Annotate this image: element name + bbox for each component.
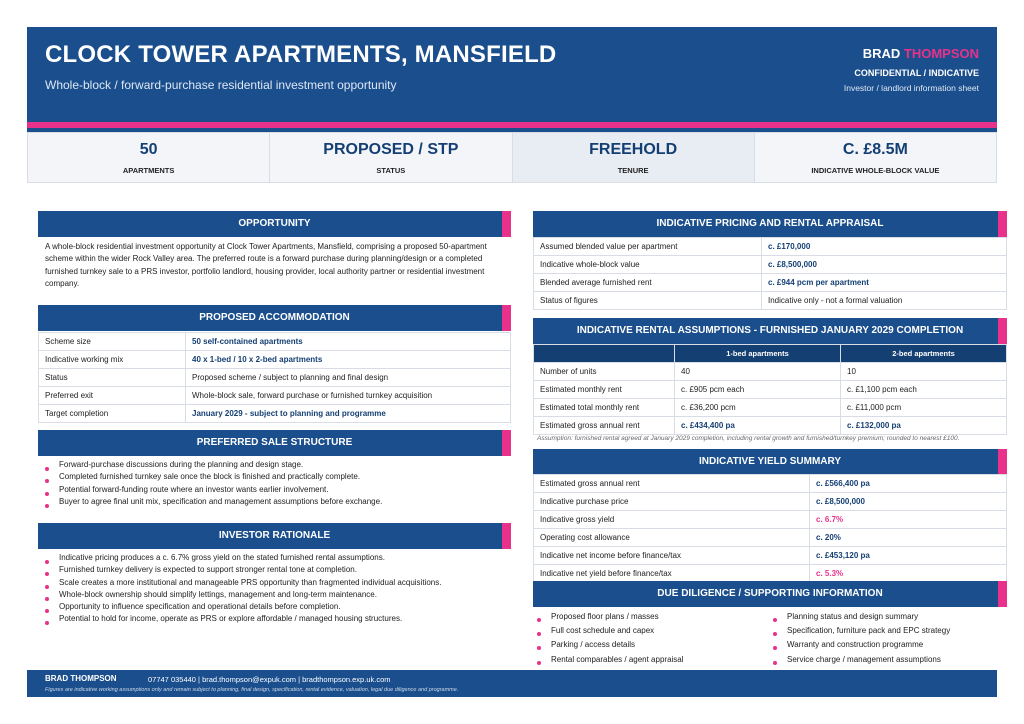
kpi-label: STATUS <box>376 166 406 175</box>
row-value: 40 x 1-bed / 10 x 2-bed apartments <box>186 351 511 369</box>
row-value: Whole-block sale, forward purchase or furnished turnkey acquisition <box>186 387 511 405</box>
footer <box>27 670 997 697</box>
rationale-list <box>45 552 505 626</box>
list-item: Warranty and construction programme <box>773 638 1003 652</box>
kpi-status <box>270 133 512 182</box>
row-value: c. £566,400 pa <box>810 475 1007 493</box>
list-item: Full cost schedule and capex <box>537 624 767 638</box>
brand-first: BRAD <box>862 46 901 61</box>
page-subtitle: Whole-block / forward-purchase residential investment opportunity <box>45 78 397 92</box>
table-row <box>534 363 1007 381</box>
row-value: c. 6.7% <box>810 511 1007 529</box>
kpi-label: TENURE <box>617 166 649 175</box>
table-row <box>39 387 511 405</box>
table-row <box>39 369 511 387</box>
table-row <box>39 351 511 369</box>
page-title: CLOCK TOWER APARTMENTS, MANSFIELD <box>45 41 557 68</box>
rationale-heading: INVESTOR RATIONALE <box>38 523 511 549</box>
list-item: Planning status and design summary <box>773 610 1003 624</box>
footer-name: BRAD THOMPSON <box>45 674 117 683</box>
row-value: c. £170,000 <box>762 238 1007 256</box>
list-item: Rental comparables / agent appraisal <box>537 653 767 667</box>
row-label: Indicative net income before finance/tax <box>534 547 810 565</box>
list-item: Indicative pricing produces a c. 6.7% gross yield on the stated furnished rental assumptions. <box>45 552 505 564</box>
table-row <box>534 381 1007 399</box>
list-item: Buyer to agree final unit mix, specification and management assumptions before exchange. <box>45 496 505 508</box>
row-label: Target completion <box>39 405 186 423</box>
row-value: Proposed scheme / subject to planning and final design <box>186 369 511 387</box>
yield-table <box>533 474 1007 583</box>
list-item: Specification, furniture pack and EPC strategy <box>773 624 1003 638</box>
kpi-value: PROPOSED / STP <box>323 141 459 158</box>
list-item: Completed furnished turnkey sale once the block is finished and practically complete. <box>45 471 505 483</box>
row-label: Indicative working mix <box>39 351 186 369</box>
header-banner <box>27 27 997 122</box>
row-label: Blended average furnished rent <box>534 274 762 292</box>
opportunity-text: A whole-block residential investment opportunity at Clock Tower Apartments, Mansfield, comprising a proposed 50-apartment scheme within the wider Rock Valley area. The preferred route is a forward purchase during planning/design or a completed furnished turnkey sale to a PRS investor, portfolio landlord, housing provider, local authority partner or residential investment company. <box>45 242 487 288</box>
table-row <box>534 511 1007 529</box>
table-row <box>534 238 1007 256</box>
list-item: Potential to hold for income, operate as PRS or explore affordable / managed housing structures. <box>45 613 505 625</box>
column-header: 2-bed apartments <box>841 345 1007 363</box>
rental-assumption-note: Assumption: furnished rental agreed at January 2029 completion, including rental growth and furnished/turnkey premium; rounded to nearest £100. <box>537 435 960 442</box>
list-item: Furnished turnkey delivery is expected to support stronger rental tone at completion. <box>45 564 505 576</box>
table-row <box>534 399 1007 417</box>
table-row <box>534 547 1007 565</box>
row-label: Preferred exit <box>39 387 186 405</box>
cell-1bed: c. £905 pcm each <box>675 381 841 399</box>
brand-last: THOMPSON <box>903 46 979 61</box>
table-row <box>534 565 1007 583</box>
pricing-heading: INDICATIVE PRICING AND RENTAL APPRAISAL <box>533 211 1007 237</box>
row-label: Estimated gross annual rent <box>534 475 810 493</box>
diligence-list-right <box>773 610 1003 667</box>
sale-structure-heading: PREFERRED SALE STRUCTURE <box>38 430 511 456</box>
row-label: Indicative gross yield <box>534 511 810 529</box>
info-sheet-label: Investor / landlord information sheet <box>843 83 979 93</box>
accommodation-table <box>38 332 511 423</box>
row-label: Indicative purchase price <box>534 493 810 511</box>
row-label: Scheme size <box>39 333 186 351</box>
row-label: Estimated monthly rent <box>534 381 675 399</box>
table-header-row <box>534 345 1007 363</box>
footer-contact: 07747 035440 | brad.thompson@expuk.com | bradthompson.exp.uk.com <box>148 675 391 684</box>
row-label: Indicative net yield before finance/tax <box>534 565 810 583</box>
row-value: c. 20% <box>810 529 1007 547</box>
cell-2bed: c. £11,000 pcm <box>841 399 1007 417</box>
row-label: Estimated total monthly rent <box>534 399 675 417</box>
pricing-table <box>533 237 1007 310</box>
row-label: Estimated gross annual rent <box>534 417 675 435</box>
list-item: Forward-purchase discussions during the planning and design stage. <box>45 459 505 471</box>
row-label: Indicative whole-block value <box>534 256 762 274</box>
kpi-apartments <box>28 133 270 182</box>
brand-name <box>863 46 979 61</box>
table-row <box>534 529 1007 547</box>
row-value: 50 self-contained apartments <box>186 333 511 351</box>
row-label: Number of units <box>534 363 675 381</box>
table-row <box>39 405 511 423</box>
opportunity-heading: OPPORTUNITY <box>38 211 511 237</box>
row-value: c. £8,500,000 <box>810 493 1007 511</box>
cell-2bed: c. £1,100 pcm each <box>841 381 1007 399</box>
list-item: Parking / access details <box>537 638 767 652</box>
cell-2bed: 10 <box>841 363 1007 381</box>
row-value: January 2029 - subject to planning and programme <box>186 405 511 423</box>
kpi-value: 50 <box>139 141 158 158</box>
list-item: Scale creates a more institutional and manageable PRS opportunity than fragmented individual acquisitions. <box>45 577 505 589</box>
row-value: c. 5.3% <box>810 565 1007 583</box>
row-label: Assumed blended value per apartment <box>534 238 762 256</box>
row-value: Indicative only - not a formal valuation <box>762 292 1007 310</box>
kpi-value-estimate <box>755 133 996 182</box>
list-item: Potential forward-funding route where an investor wants earlier involvement. <box>45 484 505 496</box>
cell-1bed: c. £434,400 pa <box>675 417 841 435</box>
cell-1bed: c. £36,200 pcm <box>675 399 841 417</box>
rental-table <box>533 344 1007 435</box>
kpi-tenure <box>513 133 755 182</box>
yield-heading: INDICATIVE YIELD SUMMARY <box>533 449 1007 475</box>
kpi-label: INDICATIVE WHOLE-BLOCK VALUE <box>811 166 940 175</box>
list-item: Service charge / management assumptions <box>773 653 1003 667</box>
diligence-list-left <box>537 610 767 667</box>
accommodation-heading: PROPOSED ACCOMMODATION <box>38 305 511 331</box>
column-header: 1-bed apartments <box>675 345 841 363</box>
row-label: Status <box>39 369 186 387</box>
rental-heading: INDICATIVE RENTAL ASSUMPTIONS - FURNISHED JANUARY 2029 COMPLETION <box>533 318 1007 344</box>
table-row <box>39 333 511 351</box>
row-value: c. £453,120 pa <box>810 547 1007 565</box>
list-item: Proposed floor plans / masses <box>537 610 767 624</box>
table-row <box>534 493 1007 511</box>
kpi-row <box>27 132 997 183</box>
table-row <box>534 256 1007 274</box>
kpi-label: APARTMENTS <box>122 166 175 175</box>
kpi-value: FREEHOLD <box>589 141 678 158</box>
column-header <box>534 345 675 363</box>
table-row <box>534 274 1007 292</box>
confidential-label: CONFIDENTIAL / INDICATIVE <box>854 68 979 78</box>
row-label: Status of figures <box>534 292 762 310</box>
row-label: Operating cost allowance <box>534 529 810 547</box>
sale-structure-list <box>45 459 505 508</box>
cell-2bed: c. £132,000 pa <box>841 417 1007 435</box>
table-row <box>534 475 1007 493</box>
diligence-heading: DUE DILIGENCE / SUPPORTING INFORMATION <box>533 581 1007 607</box>
table-row <box>534 292 1007 310</box>
list-item: Whole-block ownership should simplify lettings, management and long-term maintenance. <box>45 589 505 601</box>
cell-1bed: 40 <box>675 363 841 381</box>
row-value: c. £944 pcm per apartment <box>762 274 1007 292</box>
row-value: c. £8,500,000 <box>762 256 1007 274</box>
kpi-value: C. £8.5M <box>842 141 908 158</box>
footer-disclaimer: Figures are indicative working assumptions only and remain subject to planning, final design, specification, rental evidence, valuation, legal due diligence and programme. <box>45 687 459 693</box>
list-item: Opportunity to influence specification and operational details before completion. <box>45 601 505 613</box>
table-row <box>534 417 1007 435</box>
